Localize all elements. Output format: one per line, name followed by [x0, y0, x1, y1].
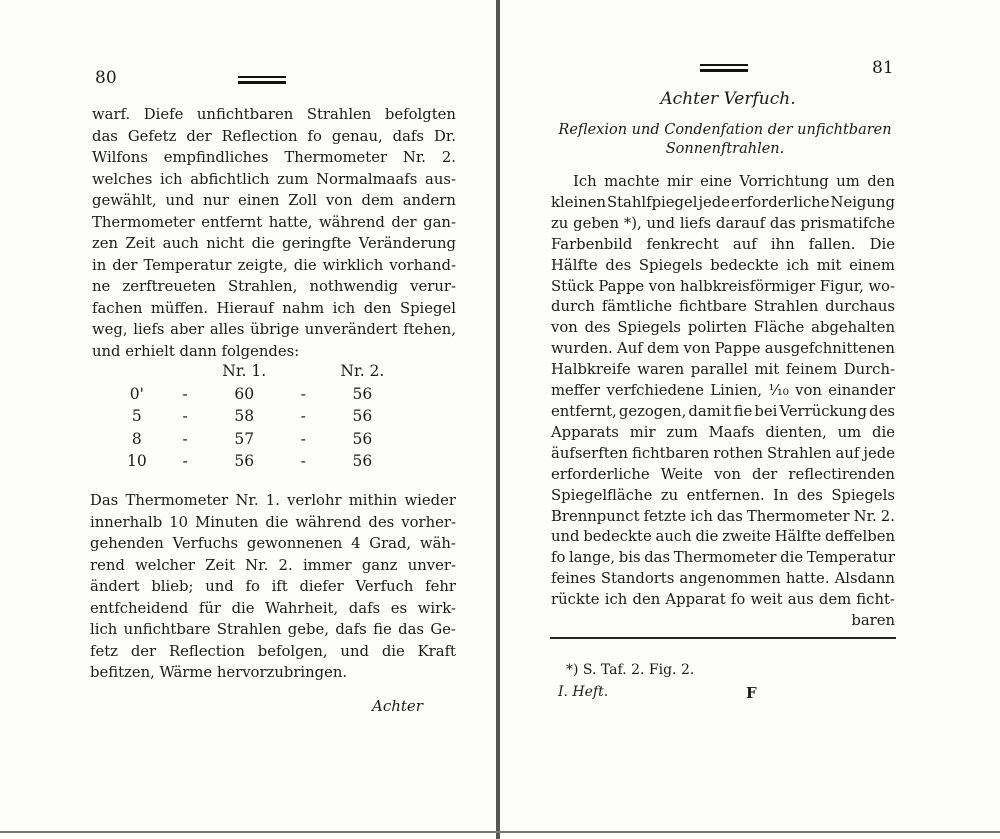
text-line: rend welcher Zeit Nr. 2. immer ganz unver-: [90, 556, 456, 574]
table-cell: 8: [131, 429, 142, 448]
text-line: gewählt, und nur einen Zoll von dem andern: [92, 192, 456, 209]
left-page-number: 80: [95, 68, 117, 88]
table-cell: -: [182, 429, 188, 448]
section-heading: Achter Verfuch.: [660, 89, 796, 109]
footnote-rule: [550, 637, 896, 639]
text-line: von des Spiegels polirten Fläche abgehalten: [551, 319, 895, 337]
text-line: erforderliche Weite von der reflectirenden: [551, 465, 895, 483]
text-line: meffer verfchiedene Linien, ⅒ von einander: [551, 382, 895, 400]
text-line: das Gefetz der Reflection fo genau, dafs Dr.: [92, 127, 456, 145]
table-row: [110, 405, 400, 428]
text-line: welches ich abfichtlich zum Normalmaafs aus-: [92, 170, 456, 188]
table-header-cell: Nr. 2.: [340, 362, 385, 381]
table-row: [110, 428, 400, 451]
text-line: kleinen Stahlfpiegel jede erforderliche Neigung: [551, 193, 895, 211]
table-header-cell: Nr. 1.: [222, 362, 267, 381]
table-cell: 56: [352, 429, 373, 448]
table-cell: 57: [234, 429, 255, 448]
table-cell: -: [300, 429, 306, 448]
table-cell: 56: [234, 452, 255, 471]
text-line: fetz der Reflection befolgen, und die Kraft: [90, 642, 456, 660]
signature-mark: F: [746, 684, 757, 702]
text-line: warf. Diefe unfichtbaren Strahlen befolgten: [92, 106, 456, 123]
table-cell: -: [300, 407, 306, 426]
text-line: Farbenbild fenkrecht auf ihn fallen. Die: [551, 235, 895, 253]
table-cell: 56: [352, 452, 373, 471]
signature-label: I. Heft.: [558, 684, 609, 700]
left-paragraph-2: [90, 490, 456, 684]
text-line: zen Zeit auch nicht die geringfte Veränderung: [92, 235, 456, 252]
table-cell: -: [300, 452, 306, 471]
table-cell: 5: [131, 407, 142, 426]
text-line: Halbkreife waren parallel mit feinem Durch-: [551, 361, 895, 379]
text-line: gehenden Verfuchs gewonnenen 4 Grad, wäh-: [90, 535, 456, 552]
text-line: in der Temperatur zeigte, die wirklich vorhand-: [92, 256, 456, 274]
table-cell: 56: [352, 407, 373, 426]
table-row: [110, 450, 400, 473]
table-cell: 0': [129, 384, 144, 403]
text-line: durch fämtliche fichtbare Strahlen durchaus: [551, 298, 895, 316]
table-cell: -: [300, 384, 306, 403]
left-catchword: Achter: [372, 697, 423, 715]
text-line: und bedeckte auch die zweite Hälfte deffelben: [551, 528, 895, 546]
temperature-table: [110, 360, 400, 473]
table-cell: 60: [234, 384, 255, 403]
text-line: ne zerftreueten Strahlen, nothwendig verur-: [92, 278, 456, 295]
table-cell: -: [182, 452, 188, 471]
footnote: *) S. Taf. 2. Fig. 2.: [566, 662, 695, 678]
table-cell: 10: [126, 452, 147, 471]
text-line: entfcheidend für die Wahrheit, dafs es wirk-: [90, 599, 456, 617]
text-line: rückte ich den Apparat fo weit aus dem ficht-: [551, 591, 895, 609]
subheading-line: Sonnenftrahlen.: [665, 141, 785, 157]
text-line: Stück Pappe von halbkreisförmiger Figur, wo-: [551, 277, 895, 295]
subheading-line: Reflexion und Condenfation der unfichtbaren: [558, 122, 892, 138]
text-line: entfernt, gezogen, damit fie bei Verrückung des: [551, 402, 895, 420]
text-line: innerhalb 10 Minuten die während des vorher-: [90, 513, 456, 531]
page-bottom-edge: [0, 831, 1000, 833]
text-line: fo lange, bis das Thermometer die Temperatur: [551, 549, 895, 567]
text-line: Brennpunct fetzte ich das Thermometer Nr. 2.: [551, 507, 895, 525]
section-subheading: [550, 121, 900, 159]
right-page-number: 81: [872, 58, 894, 78]
right-body-text: [551, 172, 895, 632]
text-line: feines Standorts angenommen hatte. Alsdann: [551, 570, 895, 588]
table-cell: -: [182, 407, 188, 426]
text-line: Thermometer entfernt hatte, während der gan-: [92, 213, 456, 231]
right-header-ornament: [700, 64, 748, 75]
text-line-last-word: baren: [851, 612, 895, 630]
left-header-ornament: [238, 76, 286, 87]
text-line: äufserften fichtbaren rothen Strahlen auf jede: [551, 444, 895, 462]
table-cell: -: [182, 384, 188, 403]
text-line: und erhielt dann folgendes:: [92, 342, 300, 360]
text-line: zu geben *), und liefs darauf das prismatifche: [551, 214, 895, 232]
text-line: ändert blieb; und fo ift diefer Verfuch fehr: [90, 578, 456, 595]
table-header-cell: [110, 360, 164, 383]
text-line: Hälfte des Spiegels bedeckte ich mit einem: [551, 256, 895, 274]
text-line: Ich machte mir eine Vorrichtung um den: [573, 173, 895, 190]
text-line: fachen müffen. Hierauf nahm ich den Spiegel: [92, 299, 456, 317]
text-line: lich unfichtbare Strahlen gebe, dafs fie das Ge-: [90, 621, 456, 638]
text-line: Apparats mir zum Maafs dienten, um die: [551, 423, 895, 441]
text-line: Das Thermometer Nr. 1. verlohr mithin wieder: [90, 492, 456, 509]
table-cell: 56: [352, 384, 373, 403]
table-cell: 58: [234, 407, 255, 426]
text-line: wurden. Auf dem von Pappe ausgefchnittenen: [551, 340, 895, 358]
text-line: Spiegelfläche zu entfernen. In des Spiegels: [551, 486, 895, 504]
text-line: befitzen, Wärme hervorzubringen.: [90, 664, 348, 681]
text-line: Wilfons empfindliches Thermometer Nr. 2.: [92, 149, 456, 166]
text-line: weg, liefs aber alles übrige unverändert ftehen,: [92, 321, 456, 338]
book-gutter: [496, 0, 500, 839]
table-row: [110, 383, 400, 406]
left-paragraph-1: [92, 104, 456, 362]
table-header-row: [110, 360, 400, 383]
